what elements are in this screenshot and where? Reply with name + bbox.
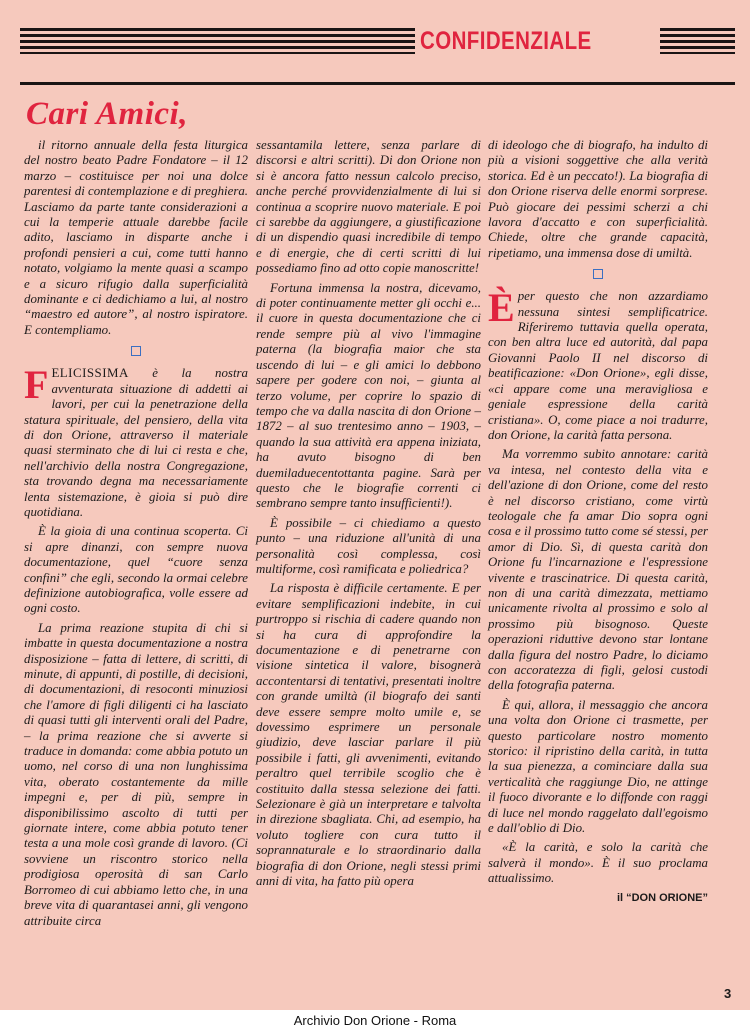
paragraph: La risposta è difficile certamente. E per evitare semplificazioni indebite, in cui purtroppo si rischia di cadere quando non si ha cura di approfondire la documentazione e di penetrarne con visione sintetica il valore, bisognerà accontentarsi di tentativi, presentati inoltre con grande umiltà (il biografo dei santi deve essere sempre molto umile e, se dovessimo esprimere un personale giudizio, deve lasciar parlare il più possibile i fatti, gli avvenimenti, evitando peraltro quel terribile scoglio che è costituito dalla stessa selezione dei fatti. Selezionare è già un interpretare e talvolta in direzione sbagliata. Chi, ad esempio, ha voluto togliere con cura tutto il soprannaturale e lo straordinario dalla biografia di don Orione, negli stessi primi anni di vita, ha fatto più opera xyxy=(256,581,481,889)
paragraph: Ma vorremmo subito annotare: carità va intesa, nel contesto della vita e dell'azione di don Orione, come del resto è nel discorso cristiano, come virtù teologale che fa amar Dio sopra ogni cosa e il prossimo tutto come sé stessi, per amor di Dio. Sì, di questa carità don Orione fu l'incarnazione e l'espressione vivente e trascinatrice. Di questa carità, non di una carità dimezzata, mettiamo unicamente rivolta al prossimo e solo al prossimo più bisognoso. Queste operazioni riduttive devono star lontane dalla figura del nostro Padre, lo diciamo con accoratezza di figli, gelosi custodi della fotografia paterna. xyxy=(488,447,708,693)
intro-paragraph: il ritorno annuale della festa liturgica del nostro beato Padre Fondatore – il 12 marzo – costituisce per noi una dolce parentesi di contemplazione e di preghiera. Lasciamo da parte tante considerazioni a cui la temperie attuale darebbe facile adito, lasciamo in disparte anche i profondi pensieri a cui, come tutti hanno notato, volgiamo la mente quasi a scampo e a sicuro rifugio dalla superficialità dominante e ci dedichiamo a lui, al nostro “maestro ed autore”, al nostro ispiratore. E contempliamo. xyxy=(24,138,248,337)
paragraph-e-per-questo xyxy=(488,285,708,443)
paragraph-felicissima xyxy=(24,362,248,520)
text-column-2 xyxy=(256,138,481,894)
greeting-heading: Cari Amici, xyxy=(26,96,188,132)
paragraph: sessantamila lettere, senza parlare di discorsi e altri scritti). Di don Orione non si è ancora fatto nessun calcolo preciso, anche perché provvidenzialmente di lui si continua a scoprire nuovo materiale. E poi ci sarebbe da aggiungere, a giustificazione di un dispendio quasi incredibile di tempo e di energie, che di certi scritti di lui possediamo fino ad otto copie manoscritte! xyxy=(256,138,481,276)
caps-lead: ELICISSIMA xyxy=(51,366,129,381)
paragraph: di ideologo che di biografo, ha indulto di più a visioni soggettive che alla verità storica. Ed è un peccato!). La biografia di don Orione riserva delle enormi sorprese. Può giocare dei pessimi scherzi a chi lavora d'accatto e con superficialità. Chiede, oltre che grande capacità, ripetiamo, una immensa dose di umiltà. xyxy=(488,138,708,260)
square-separator-icon xyxy=(593,269,603,279)
paragraph: La prima reazione stupita di chi si imbatte in questa documentazione a nostra disposizione – fatta di lettere, di scritti, di minute, di appunti, di postille, di decisioni, di documentazioni, di resoconti minuziosi che l'amore di figli diligenti ci ha lasciato di quasi tutti gli interventi orali del Padre, – la prima reazione che si avverte si traduce in domanda: come abbia potuto un uomo, nel corso di una non lunghissima vita, oberato costantemente da mille impegni e, per di più, sempre in disponibilissimo ascolto di tutti per giornate intere, come abbia potuto tener testa a una mole così grande di lavoro. (Ci sovviene un riscontro storico nella prodigiosa operosità di san Carlo Borromeo di cui abbiamo letto che, in una breve vita di quarantasei anni, gli vengono attribuite circa xyxy=(24,620,248,928)
archive-footer: Archivio Don Orione - Roma xyxy=(0,1010,750,1032)
header-stripes-right xyxy=(660,28,735,54)
signoff: il “DON ORIONE” xyxy=(616,891,708,904)
header-stripes-left xyxy=(20,28,415,54)
paragraph: È la gioia di una continua scoperta. Ci si apre dinanzi, con sempre nuova documentazione, quel “cuore senza confini” che egli, secondo la ormai celebre definizione autobiografica, volle essere ad ogni costo. xyxy=(24,524,248,616)
square-separator-icon xyxy=(131,346,141,356)
paragraph-text: per questo che non azzardiamo nessuna sintesi semplificatrice. Riferiremo tuttavia quella operata, con ben altra luce ed autorità, dal papa Giovanni Paolo II nel discorso di beatificazione: «Don Orione», egli disse, «ci appare come una meravigliosa e geniale espressione della carità cristiana». O, come piace a noi tradurre, don Orione, la carità fatta persona. xyxy=(488,289,708,442)
paragraph: È possibile – ci chiediamo a questo punto – una riduzione all'unità di una personalità così complessa, così multiforme, così ramificata e poliedrica? xyxy=(256,515,481,576)
section-title: CONFIDENZIALE xyxy=(420,27,592,55)
text-column-1 xyxy=(24,138,248,933)
page-number: 3 xyxy=(724,986,732,1001)
drop-cap-e: È xyxy=(488,285,515,331)
text-column-3 xyxy=(488,138,708,906)
paragraph: Fortuna immensa la nostra, dicevamo, di poter continuamente metter gli occhi e... il cuore in questa documentazione che ci rende sempre più al vivo l'immagine paterna (la biografia maior che sta uscendo di lui – e gli amici lo debbono sapere per godere con noi, – giunta al terzo volume, per coprire lo spazio di tempo che va dalla nascita di don Orione – 1872 – al suo trentesimo anno – 1903, – quando la sua attività era appena iniziata, ha avuto bisogno di ben duemiladuecentottanta pagine. Sarà per questo che le biografie correnti ci sembrano sempre tanto insufficienti!). xyxy=(256,280,481,511)
paragraph-text: è la nostra avventurata situazione di addetti ai lavori, per cui la penetrazione della statura spirituale, del pensiero, della vita di don Orione, attraverso il materiale quasi sterminato che di lui ci resta e che, nell'archivio della nostra Congregazione, sta trovando degna ma necessariamente lenta sistemazione, è gioia si può dire quotidiana. xyxy=(24,366,248,519)
header-rule xyxy=(20,82,735,85)
section-header xyxy=(20,24,735,58)
drop-cap-f: F xyxy=(24,362,49,408)
paragraph: «È la carità, e solo la carità che salverà il mondo». È il suo proclama attualissimo. xyxy=(488,840,708,886)
paragraph: È qui, allora, il messaggio che ancora una volta don Orione ci trasmette, per questo particolare nostro momento storico: il ripristino della carità, in tutta la sua pienezza, a cominciare dalla sua verticalità che raggiunge Dio, ne attinge il fuoco divorante e lo diffonde con raggi di luce nel mondo raggelato dall'egoismo e dall'oblio di Dio. xyxy=(488,697,708,836)
